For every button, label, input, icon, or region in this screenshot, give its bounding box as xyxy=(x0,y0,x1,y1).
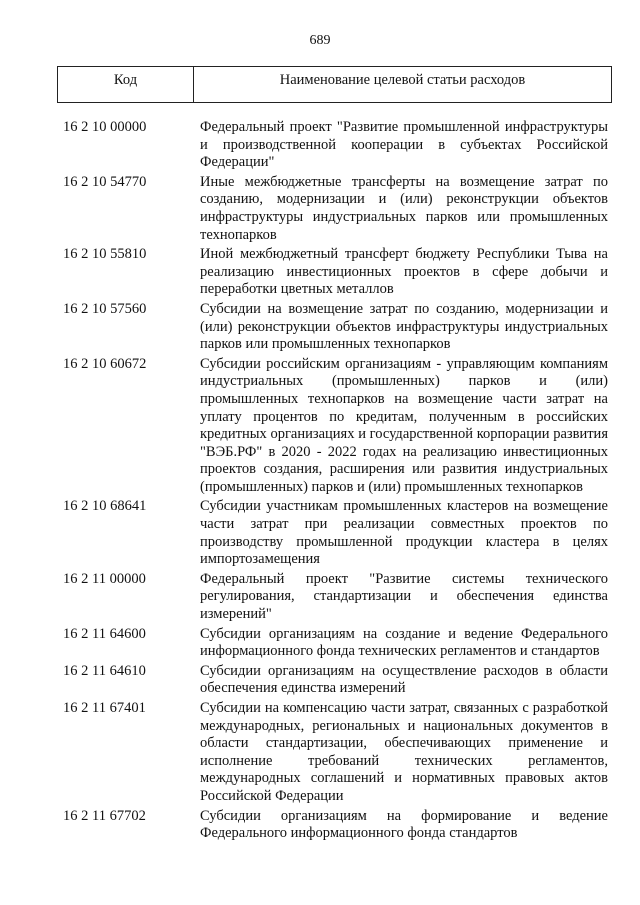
row-code: 16 2 11 64610 xyxy=(63,662,146,679)
table-row xyxy=(63,700,608,806)
table-row xyxy=(63,356,608,497)
table-row xyxy=(63,498,608,568)
page-number: 689 xyxy=(309,33,331,48)
table-row xyxy=(63,119,608,172)
header-code-column: Код xyxy=(58,67,194,102)
table-row xyxy=(63,301,608,354)
table-header xyxy=(57,66,612,103)
budget-items-list xyxy=(63,119,608,845)
row-code: 16 2 11 00000 xyxy=(63,570,146,587)
row-code: 16 2 10 68641 xyxy=(63,498,147,515)
row-name: Субсидии организациям на формирование и ведение Федерального информационного фонда стандартов xyxy=(200,807,608,842)
row-name: Субсидии организациям на создание и ведение Федерального информационного фонда технических регламентов и стандартов xyxy=(200,625,608,660)
table-row xyxy=(63,663,608,698)
row-name: Субсидии организациям на осуществление расходов в области обеспечения единства измерений xyxy=(200,662,608,697)
row-name: Федеральный проект "Развитие промышленной инфраструктуры и производственной кооперации в субъектах Российской Федерации" xyxy=(200,119,608,171)
header-name-column: Наименование целевой статьи расходов xyxy=(279,72,526,88)
row-code: 16 2 11 64600 xyxy=(63,625,146,642)
row-name: Субсидии на компенсацию части затрат, связанных с разработкой международных, региональных и национальных документов в области стандартизации, обеспечивающих применение и исполнение требований технических регламентов, международных соглашений и нормативных правовых актов Российской Федерации xyxy=(200,700,608,804)
row-name: Федеральный проект "Развитие системы технического регулирования, стандартизации и обеспечения единства измерений" xyxy=(200,570,608,623)
row-code: 16 2 10 57560 xyxy=(63,300,147,317)
row-code: 16 2 10 55810 xyxy=(63,246,147,263)
row-code: 16 2 11 67702 xyxy=(63,807,146,824)
row-name: Субсидии на возмещение затрат по созданию, модернизации и (или) реконструкции объектов инфраструктуры индустриальных парков или промышленных технопарков xyxy=(200,300,608,353)
row-name: Субсидии участникам промышленных кластеров на возмещение части затрат при реализации совместных проектов по производству промышленной продукции кластера в целях импортозамещения xyxy=(200,498,608,568)
table-row xyxy=(63,174,608,244)
table-row xyxy=(63,571,608,624)
row-name: Иной межбюджетный трансферт бюджету Республики Тыва на реализацию инвестиционных проектов в сфере добычи и переработки цветных металлов xyxy=(200,246,608,298)
table-row xyxy=(63,626,608,661)
row-name: Субсидии российским организациям - управляющим компаниям индустриальных (промышленных) парков и (или) промышленных технопарков на возмещение части затрат на уплату процентов по кредитам, полученным в российских кредитных организациях и государственной корпорации развития "ВЭБ.РФ" в 2020 - 2022 годах на реализацию инвестиционных проектов создания, расширения или развития индустриальных (промышленных) парков и (или) промышленных технопарков xyxy=(200,355,608,495)
table-row xyxy=(63,808,608,843)
row-code: 16 2 11 67401 xyxy=(63,700,146,716)
row-code: 16 2 10 00000 xyxy=(63,119,147,135)
row-code: 16 2 10 54770 xyxy=(63,173,147,190)
row-code: 16 2 10 60672 xyxy=(63,355,147,372)
table-row xyxy=(63,246,608,299)
row-name: Иные межбюджетные трансферты на возмещение затрат по созданию, модернизации и (или) реконструкции объектов инфраструктуры индустриальных парков или промышленных технопарков xyxy=(200,173,608,243)
